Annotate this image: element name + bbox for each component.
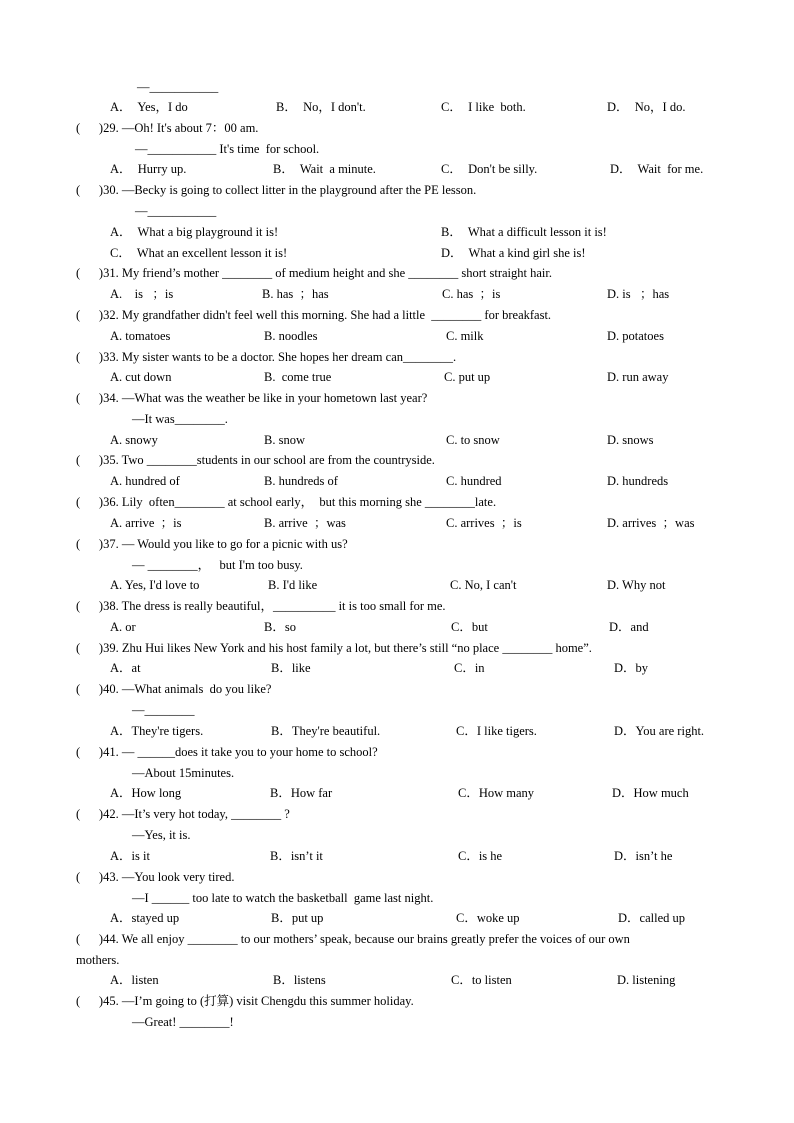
option-c: C. hundred xyxy=(446,474,502,488)
option-a: A. or xyxy=(110,620,136,634)
option-b: B．They're beautiful. xyxy=(271,724,381,738)
option-a: A. snowy xyxy=(110,433,158,447)
question-31: ( )31. My friend’s mother ________ of medium height and she ________ short straight hair. xyxy=(76,266,552,280)
option-b: B. hundreds of xyxy=(264,474,338,488)
question-32: ( )32. My grandfather didn't feel well this morning. She had a little ________ for breakfast. xyxy=(76,308,552,322)
option-b: B. snow xyxy=(264,433,305,447)
question-37: ( )37. — Would you like to go for a picnic with us? xyxy=(76,537,348,551)
option-a: A． What a big playground it is! xyxy=(110,225,279,239)
option-d: D．How much xyxy=(612,786,689,800)
option-c: C．in xyxy=(454,661,485,675)
question-38: ( )38. The dress is really beautiful，__________ it is too small for me. xyxy=(76,599,446,613)
option-d: D. listening xyxy=(617,973,676,987)
question-44: ( )44. We all enjoy ________ to our mothers’ speak, because our brains greatly prefer the voices of our own xyxy=(76,932,630,946)
answer-blank: —___________ xyxy=(135,204,217,218)
dialog-line: —___________ It's time for school. xyxy=(135,142,320,156)
option-a: A．They're tigers. xyxy=(110,724,204,738)
question-29: ( )29. —Oh! It's about 7：00 am. xyxy=(76,121,259,135)
option-a: A．listen xyxy=(110,973,159,987)
option-d: D．and xyxy=(609,620,649,634)
option-b: B． What a difficult lesson it is! xyxy=(441,225,607,239)
option-d: D．isn’t he xyxy=(614,849,673,863)
option-d: D. run away xyxy=(607,370,669,384)
option-b: B. noodles xyxy=(264,329,318,343)
option-a: A. cut down xyxy=(110,370,172,384)
option-d: D. arrives ；was xyxy=(607,516,695,530)
option-a: A． Yes，I do xyxy=(110,100,188,114)
option-b: B． Wait a minute. xyxy=(273,162,376,176)
question-41: ( )41. — ______does it take you to your home to school? xyxy=(76,745,378,759)
option-d: D. snows xyxy=(607,433,654,447)
option-a: A． Hurry up. xyxy=(110,162,187,176)
option-d: D．called up xyxy=(618,911,685,925)
question-43: ( )43. —You look very tired. xyxy=(76,870,235,884)
option-a: A. is ；is xyxy=(110,287,174,301)
option-d: D．You are right. xyxy=(614,724,705,738)
option-d: D． Wait for me. xyxy=(610,162,704,176)
option-b: B. arrive ；was xyxy=(264,516,346,530)
option-c: C. arrives ；is xyxy=(446,516,522,530)
option-c: C．is he xyxy=(458,849,503,863)
option-d: D．by xyxy=(614,661,649,675)
option-c: C．to listen xyxy=(451,973,512,987)
option-c: C. put up xyxy=(444,370,491,384)
option-b: B．so xyxy=(264,620,296,634)
option-d: D． No，I do. xyxy=(607,100,686,114)
option-b: B．put up xyxy=(271,911,324,925)
question-35: ( )35. Two ________students in our school are from the countryside. xyxy=(76,453,435,467)
option-c: C．I like tigers. xyxy=(456,724,537,738)
option-c: C. has ；is xyxy=(442,287,501,301)
option-c: C. No, I can't xyxy=(450,578,517,592)
question-42: ( )42. —It’s very hot today, ________ ? xyxy=(76,807,290,821)
option-c: C．but xyxy=(451,620,488,634)
dialog-line: —Yes, it is. xyxy=(132,828,191,842)
option-a: A．at xyxy=(110,661,141,675)
dialog-line: — ________， but I'm too busy. xyxy=(132,558,303,572)
question-39: ( )39. Zhu Hui likes New York and his host family a lot, but there’s still “no place ________ home”. xyxy=(76,641,592,655)
option-d: D. hundreds xyxy=(607,474,669,488)
question-45: ( )45. —I’m going to (打算) visit Chengdu this summer holiday. xyxy=(76,994,414,1008)
option-b: B. come true xyxy=(264,370,332,384)
dialog-line: —It was________. xyxy=(132,412,228,426)
question-30: ( )30. —Becky is going to collect litter in the playground after the PE lesson. xyxy=(76,183,477,197)
option-b: B．How far xyxy=(270,786,333,800)
option-a: A. arrive ；is xyxy=(110,516,182,530)
option-b: B．listens xyxy=(273,973,326,987)
option-c: C．woke up xyxy=(456,911,520,925)
option-a: A. Yes, I'd love to xyxy=(110,578,200,592)
option-a: A．is it xyxy=(110,849,150,863)
answer-blank: —________ xyxy=(132,703,195,717)
question-40: ( )40. —What animals do you like? xyxy=(76,682,272,696)
option-b: B．isn’t it xyxy=(270,849,323,863)
dialog-line: —I ______ too late to watch the basketball game last night. xyxy=(132,891,434,905)
question-36: ( )36. Lily often________ at school early， but this morning she ________late. xyxy=(76,495,497,509)
option-b: B. I'd like xyxy=(268,578,318,592)
option-d: D. Why not xyxy=(607,578,666,592)
question-33: ( )33. My sister wants to be a doctor. She hopes her dream can________. xyxy=(76,350,457,364)
option-a: A. tomatoes xyxy=(110,329,171,343)
option-a: A．How long xyxy=(110,786,182,800)
option-c: C． What an excellent lesson it is! xyxy=(110,246,288,260)
option-d: D． What a kind girl she is! xyxy=(441,246,586,260)
answer-blank: —___________ xyxy=(137,80,219,94)
option-c: C． Don't be silly. xyxy=(441,162,538,176)
question-continuation: mothers. xyxy=(76,953,120,967)
option-c: C. milk xyxy=(446,329,484,343)
option-c: C．How many xyxy=(458,786,535,800)
option-c: C. to snow xyxy=(446,433,500,447)
option-c: C． I like both. xyxy=(441,100,526,114)
dialog-line: —About 15minutes. xyxy=(132,766,235,780)
option-b: B．like xyxy=(271,661,311,675)
option-b: B． No，I don't. xyxy=(276,100,366,114)
question-34: ( )34. —What was the weather be like in your hometown last year? xyxy=(76,391,428,405)
option-d: D. potatoes xyxy=(607,329,664,343)
option-a: A. hundred of xyxy=(110,474,180,488)
option-b: B. has ；has xyxy=(262,287,329,301)
dialog-line: —Great! ________! xyxy=(132,1015,234,1029)
option-d: D. is ；has xyxy=(607,287,670,301)
option-a: A．stayed up xyxy=(110,911,180,925)
